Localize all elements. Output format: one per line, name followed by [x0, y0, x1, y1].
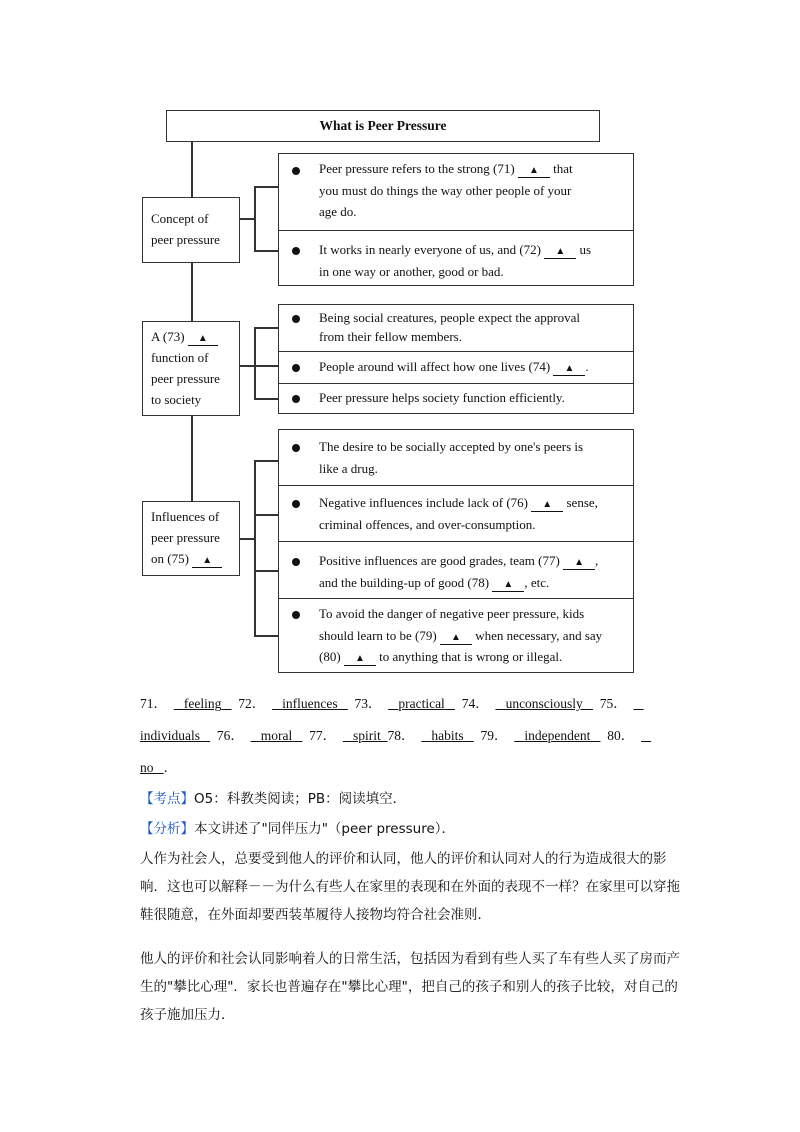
item-efficiency: Peer pressure helps society function efficiently.	[279, 383, 633, 413]
kaodian-line: 【考点】O5：科教类阅读；PB：阅读填空．	[140, 791, 407, 807]
bullet-icon	[292, 315, 300, 323]
answer-75: individuals	[140, 728, 200, 743]
answer-74: unconsciously	[505, 696, 583, 711]
analysis-paragraph-1: 人作为社会人，总要受到他人的评价和认同，他人的评价和认同对人的行为造成很大的影响．这也可以解释－－为什么有些人在家里的表现和在外面的表现不一样？在家里可以穿拖鞋很随意，在外面却要西装革履待人接物均符合社会准则．	[140, 851, 680, 923]
connector	[254, 398, 278, 400]
answer-77: spirit	[353, 728, 381, 743]
connector	[254, 327, 256, 399]
connector	[254, 635, 278, 637]
answers-line-1: 71． feeling 72． influences 73． practical 74． unconsciously 75．	[140, 696, 627, 711]
item-77-78: Positive influences are good grades, team (77) ▲ , and the building-up of good (78) ▲ , etc.	[279, 541, 633, 598]
connector	[254, 460, 256, 636]
item-social: Being social creatures, people expect the approval from their fellow members.	[279, 305, 633, 351]
item-72: It works in nearly everyone of us, and (72) ▲ us in one way or another, good or bad.	[279, 230, 633, 285]
connector	[254, 570, 278, 572]
category-concept	[142, 197, 240, 263]
answer-71: feeling	[183, 696, 222, 711]
category-influences: Influences of peer pressure on (75) ▲	[142, 501, 240, 576]
bullet-icon	[292, 167, 300, 175]
category-line: peer pressure	[151, 371, 220, 386]
item-76: Negative influences include lack of (76) ▲ sense, criminal offences, and over-consumption.	[279, 485, 633, 541]
bullet-icon	[292, 500, 300, 508]
blank-marker: ▲	[518, 165, 550, 178]
category-line: peer pressure	[151, 232, 220, 247]
answers-line-3: no ．	[140, 760, 178, 775]
blank-marker: ▲	[544, 246, 576, 259]
connector	[254, 460, 278, 462]
answers-line-2: individuals 76． moral 77． spirit 78． habits 79． independent 80．	[140, 728, 635, 743]
category-line: Concept of	[151, 211, 209, 226]
bullet-icon	[292, 247, 300, 255]
item-74: People around will affect how one lives (74) ▲ .	[279, 351, 633, 383]
category-line: to society	[151, 392, 202, 407]
blank-marker: ▲	[563, 557, 595, 570]
item-drug: The desire to be socially accepted by one's peers is like a drug.	[279, 430, 633, 485]
category-line: function of	[151, 350, 209, 365]
kaodian-tag: 【考点】	[140, 791, 194, 807]
connector	[254, 365, 278, 367]
fenxi-tag: 【分析】	[140, 821, 194, 837]
bullet-icon	[292, 611, 300, 619]
category-function: A (73) ▲ function of peer pressure to society	[142, 321, 240, 416]
connector	[254, 514, 278, 516]
blank-marker: ▲	[531, 499, 563, 512]
connector	[254, 327, 278, 329]
bullet-icon	[292, 558, 300, 566]
connector	[254, 186, 278, 188]
fenxi-line: 【分析】本文讲述了"同伴压力"（peer pressure）．	[140, 821, 456, 837]
item-71: Peer pressure refers to the strong (71) ▲ that you must do things the way other people of your age do.	[279, 154, 633, 230]
blank-marker: ▲	[192, 555, 222, 568]
connector	[240, 538, 254, 540]
blank-marker: ▲	[440, 632, 472, 645]
connector	[240, 218, 254, 220]
item-79-80: To avoid the danger of negative peer pressure, kids should learn to be (79) ▲ when necessary, and say (80) ▲ to anything that is wrong or illegal.	[279, 598, 633, 672]
answer-76: moral	[260, 728, 293, 743]
answer-73: practical	[398, 696, 445, 711]
blank-marker: ▲	[188, 333, 218, 346]
analysis-paragraph-2: 他人的评价和社会认同影响着人的日常生活，包括因为看到有些人买了车有些人买了房而产生的"攀比心理"．家长也普遍存在"攀比心理"，把自己的孩子和别人的孩子比较，对自己的孩子施加压力．	[140, 951, 680, 1023]
bullet-icon	[292, 395, 300, 403]
connector	[240, 365, 254, 367]
item-group-influences	[278, 429, 634, 673]
blank-marker: ▲	[492, 579, 524, 592]
answer-78: habits	[431, 728, 464, 743]
connector	[254, 250, 278, 252]
blank-marker: ▲	[553, 363, 585, 376]
category-line: Influences of	[151, 509, 220, 524]
blank-marker: ▲	[344, 653, 376, 666]
answer-79: independent	[524, 728, 591, 743]
answer-80: no	[140, 760, 154, 775]
item-group-function	[278, 304, 634, 414]
bullet-icon	[292, 364, 300, 372]
item-group-concept	[278, 153, 634, 286]
answer-72: influences	[282, 696, 338, 711]
bullet-icon	[292, 444, 300, 452]
category-line: peer pressure	[151, 530, 220, 545]
connector	[254, 186, 256, 250]
diagram-title: What is Peer Pressure	[166, 110, 600, 142]
